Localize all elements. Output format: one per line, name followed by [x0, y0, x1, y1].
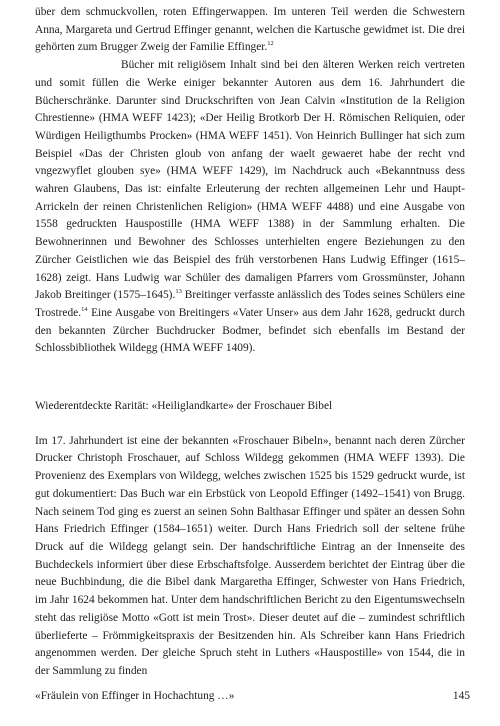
footnote-ref-14[interactable]: 14 — [81, 306, 88, 314]
paragraph-religious-books — [35, 57, 465, 358]
paragraph-text: Eine Ausgabe von Breitingers «Vater Unser» aus dem Jahr 1628, gedruckt durch den bekannten Zürcher Buchdrucker Bodmer, befindet sich ebenfalls im Bestand der Schlossbibliothek Wildegg (HMA WEFF 1409). — [35, 306, 465, 355]
page-number: 145 — [452, 690, 470, 702]
paragraph-froschauer-bibel: Im 17. Jahrhundert ist eine der bekannten «Froschauer Bibeln», benannt nach deren Zürcher Drucker Christoph Froschauer, auf Schloss Wildegg gekommen (HMA WEFF 1393). Die Provenienz des Exemplars von Wildegg, welches zwischen 1525 bis 1529 gedruckt wurde, ist gut dokumentiert: Das Buch war ein Erbstück von Leopold Effinger (1492–1541) von Brugg. Nach seinem Tod ging es zuerst an seinen Sohn Balthasar Effinger und später an dessen Sohn Hans Friedrich Effinger (1584–1651) weiter. Durch Hans Friedrich soll der seltene frühe Druck auf die Wildegg gelangt sein. Der handschriftliche Eintrag an der Innenseite des Buchdeckels informiert über diese Erbschaftsfolge. Ausserdem berichtet der Eintrag über die neue Buchbindung, die die Bibel dank Margaretha Effinger, Schwester von Hans Friedrich, im Jahr 1624 bekommen hat. Unter dem handschriftlichen Bericht zu den Eigentumswechseln steht das religiöse Motto «Gott ist mein Trost». Dieser deutet auf die – zumindest schriftlich überlieferte – Frömmigkeitspraxis der Besitzenden hin. Als Schreiber kann Hans Friedrich angenommen werden. Der gleiche Spruch steht in Luthers «Hauspostille» von 1544, die in der Sammlung zu finden — [35, 434, 465, 677]
paragraph-text: über dem schmuckvollen, roten Effingerwappen. Im unteren Teil werden die Schwestern Anna, Margareta und Gertrud Effinger genannt, welchen die Kartusche gewidmet ist. Die drei gehörten zum Brugger Zweig der Familie Effinger. — [35, 6, 465, 54]
footnote-ref-13[interactable]: 13 — [175, 288, 182, 296]
page-body — [35, 4, 465, 681]
heading-spacer — [35, 416, 465, 433]
running-title: «Fräulein von Effinger in Hochachtung …» — [35, 690, 235, 702]
section-spacer — [35, 358, 465, 398]
paragraph-text: Bücher mit religiösem Inhalt sind bei den älteren Werken reich vertreten und somit füllen die Werke einiger bekannter Autoren aus dem 16. Jahrhundert die Bücherschränke. Darunter sind Druckschriften von Jean Calvin «Institution de la Religion Chrestienne» (HMA WEFF 1423); «Der Heilig Brotkorb Der H. Römischen Reliquien, oder Würdigen Heiligthumbs Procken» (HMA WEFF 1451). Von Heinrich Bullinger hat sich zum Beispiel «Das der Christen gloub von anfang der waelt gewaeret habe der recht vnd vngezwyflet glouben sye» (HMA WEFF 1429), im Nachdruck auch «Bekanntnuss dess wahren Glaubens, Das ist: einfalte Erleuterung der rechten allgemeinen Lehr und Haupt-Arrickeln der reinen Christenlichen Religion» (HMA WEFF 4488) und eine Ausgabe von 1558 gedruckten Hauspostille (HMA WEFF 1388) in der Sammlung erhalten. Die Bewohnerinnen und Bewohner des Schlosses unterhielten engere Beziehungen zu den Zürcher Geistlichen wie das Beispiel des früh verstorbenen Hans Ludwig Effinger (1615–1628) zeigt. Hans Ludwig war Schüler des damaligen Pfarrers vom Grossmünster, Johann Jakob Breitinger (1575–1645). — [35, 59, 465, 302]
paragraph-text: Breitinger verfasste anlässlich des Todes seines Schülers eine Trostrede. — [35, 289, 465, 319]
section-heading: Wiederentdeckte Rarität: «Heiliglandkarte» der Froschauer Bibel — [35, 400, 333, 413]
footnote-ref-12[interactable]: 12 — [267, 40, 274, 48]
paragraph-wappen — [35, 4, 465, 57]
